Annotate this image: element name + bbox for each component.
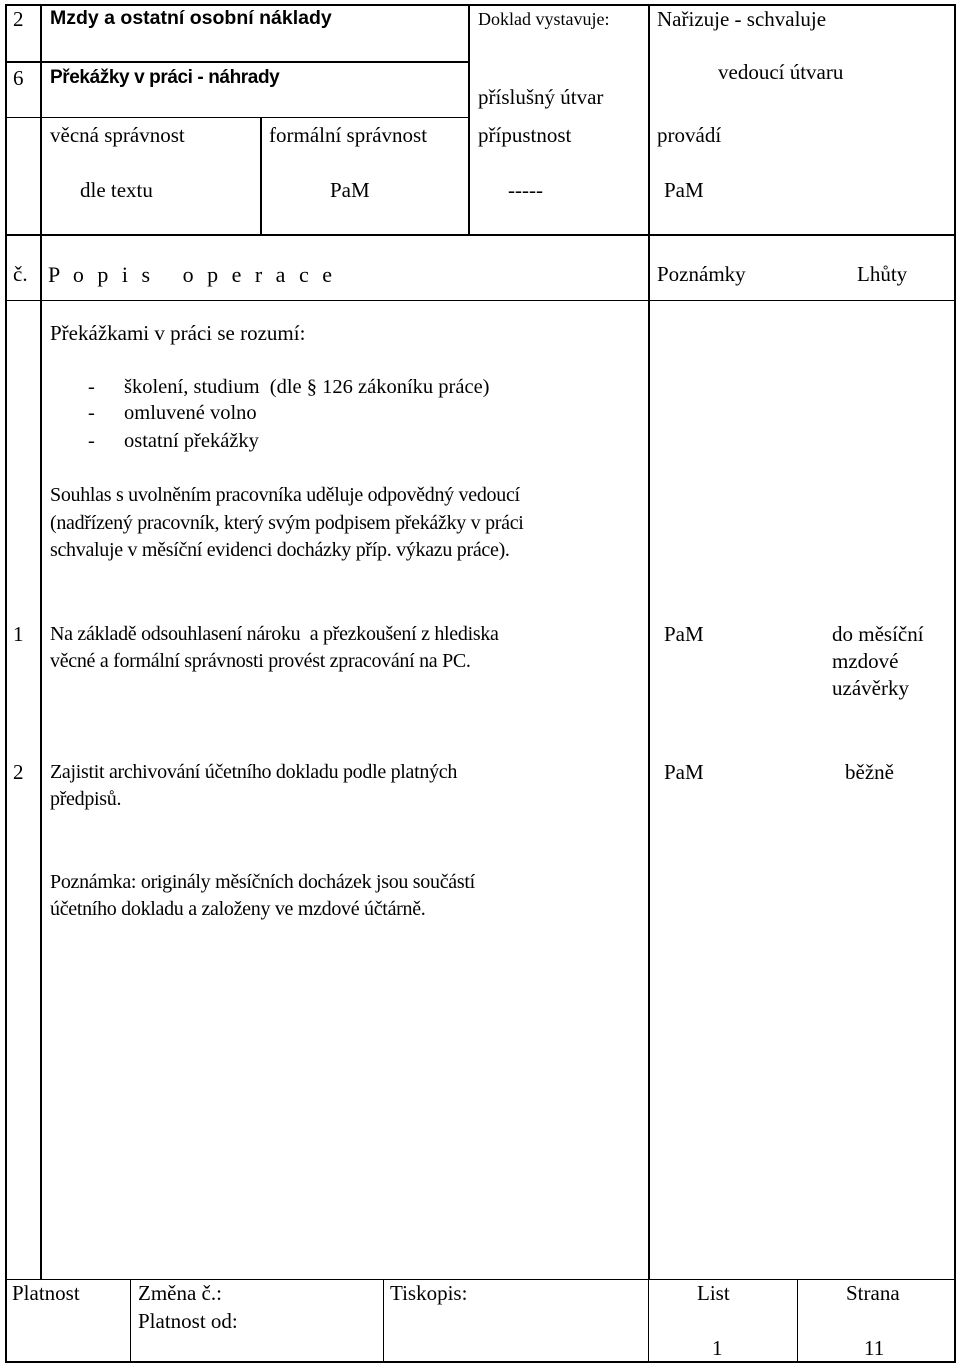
operation-deadline-line: mzdové	[832, 649, 899, 673]
footer-tiskopis: Tiskopis:	[390, 1281, 468, 1305]
intro-list-item	[88, 428, 259, 455]
operation-note: PaM	[664, 622, 704, 646]
operation-text-line: věcné a formální správnosti provést zpracování na PC.	[50, 650, 471, 672]
remark-line: účetního dokladu a založeny ve mzdové účtárně.	[50, 898, 426, 920]
popis-operace-header: P o p i s o p e r a c e	[48, 262, 336, 287]
intro-item-text: školení, studium (dle § 126 zákoníku práce)	[124, 376, 490, 398]
header-row1-line	[5, 61, 470, 63]
header-subsection-title: Překážky v práci - náhrady	[50, 67, 280, 88]
footer-vline-4	[797, 1279, 798, 1363]
operation-number: 2	[13, 760, 24, 784]
intro-item-text: ostatní překážky	[124, 430, 259, 452]
operation-deadline-line: uzávěrky	[832, 676, 909, 700]
col-vecna-label: věcná správnost	[50, 123, 185, 147]
operation-text-line: předpisů.	[50, 788, 122, 810]
cislo-header: č.	[13, 262, 28, 286]
footer-top-line	[5, 1279, 956, 1280]
operation-deadline-line: do měsíční	[832, 622, 924, 646]
list-dash: -	[88, 402, 95, 424]
footer-list-value: 1	[712, 1336, 723, 1360]
footer-vline-3	[648, 1279, 649, 1363]
intro-item-text: omluvené volno	[124, 402, 257, 424]
col-pripustnost-label: přípustnost	[478, 123, 572, 147]
border-bottom	[5, 1361, 956, 1363]
header-vline-num	[40, 4, 42, 235]
list-dash: -	[88, 430, 95, 452]
consent-line: Souhlas s uvolněním pracovníka uděluje odpovědný vedoucí	[50, 484, 520, 506]
intro-line: Překážkami v práci se rozumí:	[50, 321, 306, 345]
footer-platnost-od: Platnost od:	[138, 1309, 238, 1333]
footer-list-label: List	[697, 1281, 730, 1305]
border-left	[5, 4, 7, 1363]
doklad-vystavuje-label: Doklad vystavuje:	[478, 9, 610, 29]
body-vline-notes	[648, 234, 650, 1280]
header-vline-formalni	[260, 117, 262, 235]
vystavuje-value: příslušný útvar	[478, 85, 604, 109]
header-section-title: Mzdy a ostatní osobní náklady	[50, 7, 332, 29]
operation-text-line: Zajistit archivování účetního dokladu podle platných	[50, 761, 458, 783]
header-bottom-line	[5, 234, 956, 236]
operation-deadline-line: běžně	[845, 760, 894, 784]
footer-strana-label: Strana	[846, 1281, 900, 1305]
header-vline-doklad	[468, 4, 470, 235]
consent-line: (nadřízený pracovník, který svým podpisem překážky v práci	[50, 512, 524, 534]
border-top	[5, 4, 956, 6]
narizuje-value: vedoucí útvaru	[718, 60, 844, 84]
val-pripustnost: -----	[508, 178, 543, 202]
remark-line: Poznámka: originály měsíčních docházek jsou součástí	[50, 871, 475, 893]
val-provadi: PaM	[664, 178, 704, 202]
footer-vline-2	[383, 1279, 384, 1363]
val-vecna: dle textu	[80, 178, 153, 202]
consent-line: schvaluje v měsíční evidenci docházky příp. výkazu práce).	[50, 539, 510, 561]
body-vline-num	[40, 234, 42, 1280]
header-row1-number: 2	[13, 7, 24, 31]
col-provadi-label: provádí	[657, 123, 722, 147]
col-formalni-label: formální správnost	[269, 123, 428, 147]
narizuje-schvaluje-label: Nařizuje - schvaluje	[657, 7, 827, 31]
footer-vline-1	[130, 1279, 131, 1363]
footer-platnost: Platnost	[12, 1281, 80, 1305]
footer-strana-value: 11	[864, 1336, 885, 1360]
header-row2-line	[5, 117, 470, 118]
operation-note: PaM	[664, 760, 704, 784]
border-right	[954, 4, 956, 1363]
table-header-line	[5, 300, 956, 301]
lhuty-header: Lhůty	[857, 262, 908, 286]
val-formalni: PaM	[330, 178, 370, 202]
header-vline-narizuje	[648, 4, 650, 235]
intro-list-item	[88, 400, 257, 427]
list-dash: -	[88, 376, 95, 398]
header-row2-number: 6	[13, 66, 24, 90]
intro-list-item	[88, 374, 490, 401]
poznamky-header: Poznámky	[657, 262, 746, 286]
operation-number: 1	[13, 622, 24, 646]
operation-text-line: Na základě odsouhlasení nároku a přezkoušení z hlediska	[50, 623, 499, 645]
footer-zmena: Změna č.:	[138, 1281, 222, 1305]
